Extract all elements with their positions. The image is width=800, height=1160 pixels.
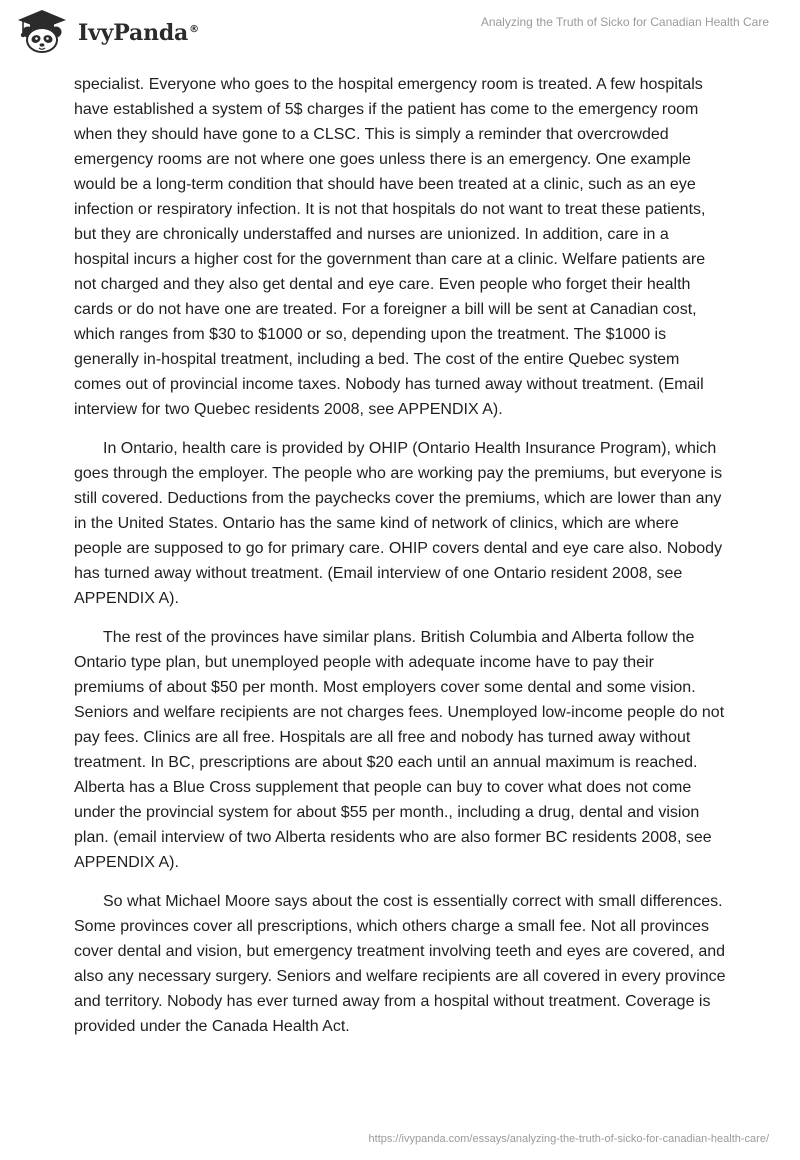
- ivypanda-logo[interactable]: [14, 8, 199, 54]
- page-header: [0, 0, 800, 64]
- panda-graduate-icon: [14, 8, 70, 54]
- paragraph: So what Michael Moore says about the cost is essentially correct with small differences. Some provinces cover all prescriptions, which others charge a small fee. Not all provinces cover dental and vision, but emergency treatment involving teeth and eyes are covered, and also any necessary surgery. Seniors and welfare recipients are all covered in every province and territory. Nobody has ever turned away from a hospital without treatment. Coverage is provided under the Canada Health Act.: [74, 893, 726, 1035]
- source-url[interactable]: https://ivypanda.com/essays/analyzing-the-truth-of-sicko-for-canadian-health-care/: [368, 1133, 769, 1145]
- essay-body: [74, 72, 726, 1053]
- paragraph: specialist. Everyone who goes to the hospital emergency room is treated. A few hospitals have established a system of 5$ charges if the patient has come to the emergency room when they should have gone to a CLSC. This is simply a reminder that overcrowded emergency rooms are not where one goes unless there is an emergency. One example would be a long-term condition that should have been treated at a clinic, such as an eye infection or respiratory infection. It is not that hospitals do not want to treat these patients, but they are chronically understaffed and nurses are unionized. In addition, care in a hospital incurs a higher cost for the government than care at a clinic. Welfare patients are not charged and they also get dental and eye care. Even people who forget their health cards or do not have one are treated. For a foreigner a bill will be sent at Canadian cost, which ranges from $30 to $1000 or so, depending upon the treatment. The $1000 is generally in-hospital treatment, including a bed. The cost of the entire Quebec system comes out of provincial income taxes. Nobody has turned away without treatment. (Email interview for two Quebec residents 2008, see APPENDIX A).: [74, 76, 706, 418]
- paragraph: The rest of the provinces have similar plans. British Columbia and Alberta follow the Ontario type plan, but unemployed people with adequate income have to pay their premiums of about $50 per month. Most employers cover some dental and some vision. Seniors and welfare recipients are not charges fees. Unemployed low-income people do not pay fees. Clinics are all free. Hospitals are all free and nobody has turned away without treatment. In BC, prescriptions are about $20 each until an annual maximum is reached. Alberta has a Blue Cross supplement that people can buy to cover what does not come under the provincial system for about $55 per month., including a drug, dental and vision plan. (email interview of two Alberta residents who are also former BC residents 2008, see APPENDIX A).: [74, 629, 725, 871]
- brand-name: IvyPanda®: [78, 20, 199, 46]
- document-title: Analyzing the Truth of Sicko for Canadian Health Care: [480, 15, 769, 29]
- paragraph: In Ontario, health care is provided by OHIP (Ontario Health Insurance Program), which goes through the employer. The people who are working pay the premiums, but everyone is still covered. Deductions from the paychecks cover the premiums, which are lower than any in the United States. Ontario has the same kind of network of clinics, which are where people are supposed to go for primary care. OHIP covers dental and eye care also. Nobody has turned away without treatment. (Email interview of one Ontario resident 2008, see APPENDIX A).: [74, 440, 723, 607]
